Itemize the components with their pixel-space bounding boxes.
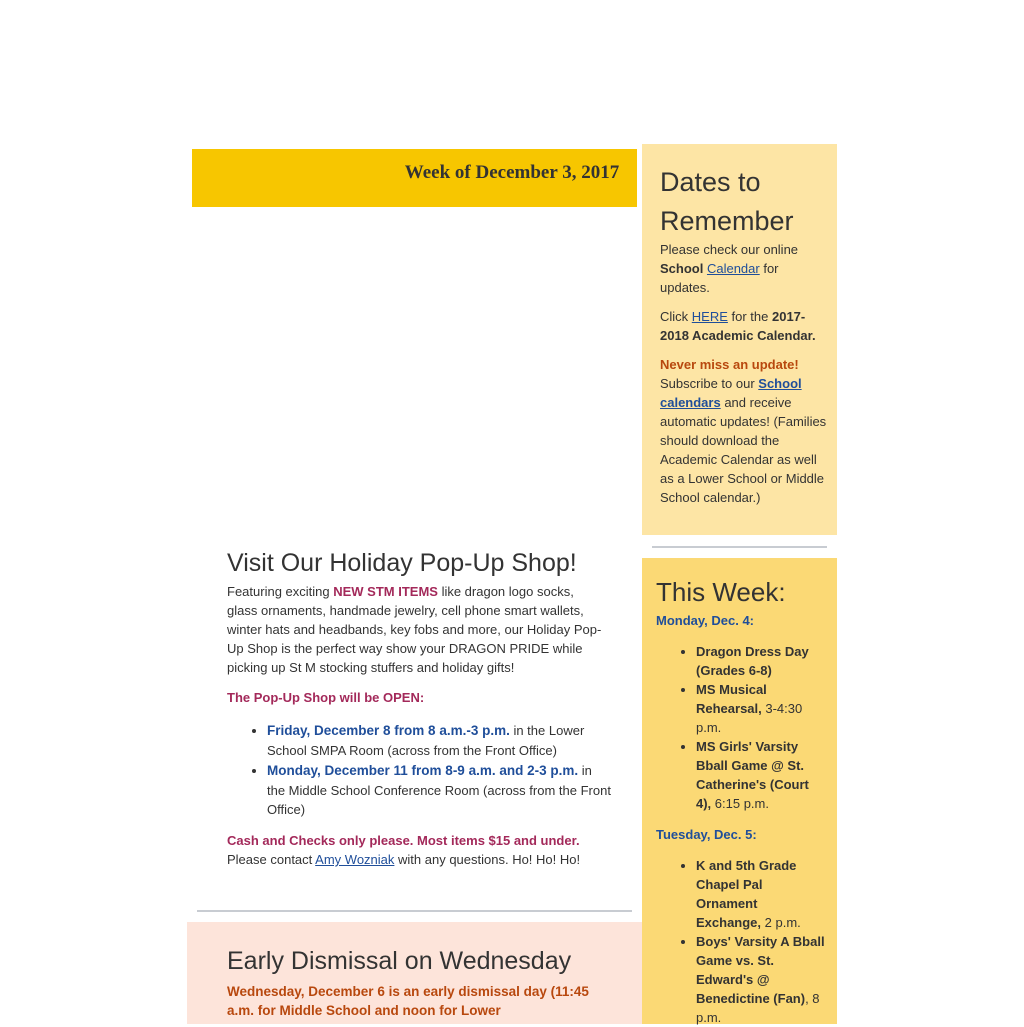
event-time: , 8 p.m.	[696, 991, 820, 1025]
cash-note: Cash and Checks only please. Most items $15 and under.	[227, 833, 580, 848]
event-name: Dragon Dress Day (Grades 6-8)	[696, 644, 809, 678]
amy-wozniak-link[interactable]: Amy Wozniak	[315, 852, 395, 867]
contact-suffix: with any questions. Ho! Ho! Ho!	[394, 852, 581, 867]
hours-time: Friday, December 8 from 8 a.m.-3 p.m.	[267, 723, 510, 738]
subscribe-suffix: and receive automatic updates! (Families should download the Academic Calendar as well as a Lower School or Middle School calendar.)	[660, 395, 827, 505]
week-title: Week of December 3, 2017	[404, 162, 620, 183]
popup-payment-contact	[227, 831, 607, 869]
popup-shop-intro	[227, 582, 607, 677]
early-dismissal-text: Wednesday, December 6 is an early dismissal day (11:45 a.m. for Middle School and noon for Lower	[227, 984, 589, 1018]
event-time: 3-4:30 p.m.	[696, 701, 803, 735]
tuesday-event-list	[696, 856, 826, 1027]
hours-location: in the Lower School SMPA Room (across from the Front Office)	[267, 723, 585, 758]
day-label-monday: Monday, Dec. 4:	[656, 613, 755, 628]
contact-text: Please contact	[227, 852, 316, 867]
list-item	[696, 737, 826, 813]
event-name: MS Girls' Varsity Bball Game @ St. Catherine's (Court 4),	[696, 739, 809, 811]
school-calendars-link[interactable]: School calendars	[660, 376, 802, 410]
hours-time: Monday, December 11 from 8-9 a.m. and 2-3 p.m.	[267, 763, 579, 778]
subscribe-text: Subscribe to our	[660, 376, 759, 391]
list-item	[696, 680, 826, 737]
event-name: K and 5th Grade Chapel Pal Ornament Exchange,	[696, 858, 797, 930]
section-divider	[197, 910, 632, 912]
subscribe-note	[660, 355, 830, 507]
academic-calendar-note	[660, 307, 830, 345]
early-dismissal-title: Early Dismissal on Wednesday	[227, 947, 572, 975]
popup-shop-title: Visit Our Holiday Pop-Up Shop!	[227, 549, 577, 577]
never-miss-alert: Never miss an update!	[660, 357, 799, 372]
this-week-title: This Week:	[656, 577, 786, 607]
calendar-note	[660, 240, 830, 297]
dates-to-remember-title: Dates to Remember	[660, 167, 794, 236]
academic-calendar-mid: for the	[727, 309, 772, 324]
new-items-highlight: NEW STM ITEMS	[333, 584, 438, 599]
event-name: MS Musical Rehearsal,	[696, 682, 767, 716]
calendar-note-suffix: for updates.	[660, 261, 779, 295]
intro-text: Featuring exciting	[227, 584, 334, 599]
calendar-link[interactable]: Calendar	[706, 261, 760, 276]
sidebar-divider	[652, 546, 827, 548]
list-item	[696, 932, 826, 1027]
event-name: Boys' Varsity A Bball Game vs. St. Edward's @ Benedictine (Fan)	[696, 934, 825, 1006]
monday-event-list	[696, 642, 826, 813]
popup-open-heading: The Pop-Up Shop will be OPEN:	[227, 690, 425, 705]
popup-hours-list	[267, 721, 612, 821]
event-time: 2 p.m.	[761, 915, 801, 930]
list-item	[696, 856, 826, 932]
list-item	[267, 761, 612, 820]
event-time: 6:15 p.m.	[711, 796, 769, 811]
list-item	[696, 642, 826, 680]
intro-text-rest: like dragon logo socks, glass ornaments, handmade jewelry, cell phone smart wallets, winter hats and headbands, key fobs and more, our Holiday Pop-Up Shop is the perfect way show your DRAGON PRIDE while picking up St M stocking stuffers and holiday gifts!	[227, 584, 602, 675]
academic-calendar-text: Click	[660, 309, 692, 324]
calendar-note-bold: School	[660, 261, 707, 276]
list-item	[267, 721, 612, 760]
calendar-note-text: Please check our online	[660, 242, 799, 257]
hours-location: in the Middle School Conference Room (across from the Front Office)	[267, 763, 611, 817]
academic-calendar-year: 2017-2018 Academic Calendar.	[660, 309, 816, 343]
day-label-tuesday: Tuesday, Dec. 5:	[656, 827, 757, 842]
academic-calendar-here-link[interactable]: HERE	[691, 309, 728, 324]
